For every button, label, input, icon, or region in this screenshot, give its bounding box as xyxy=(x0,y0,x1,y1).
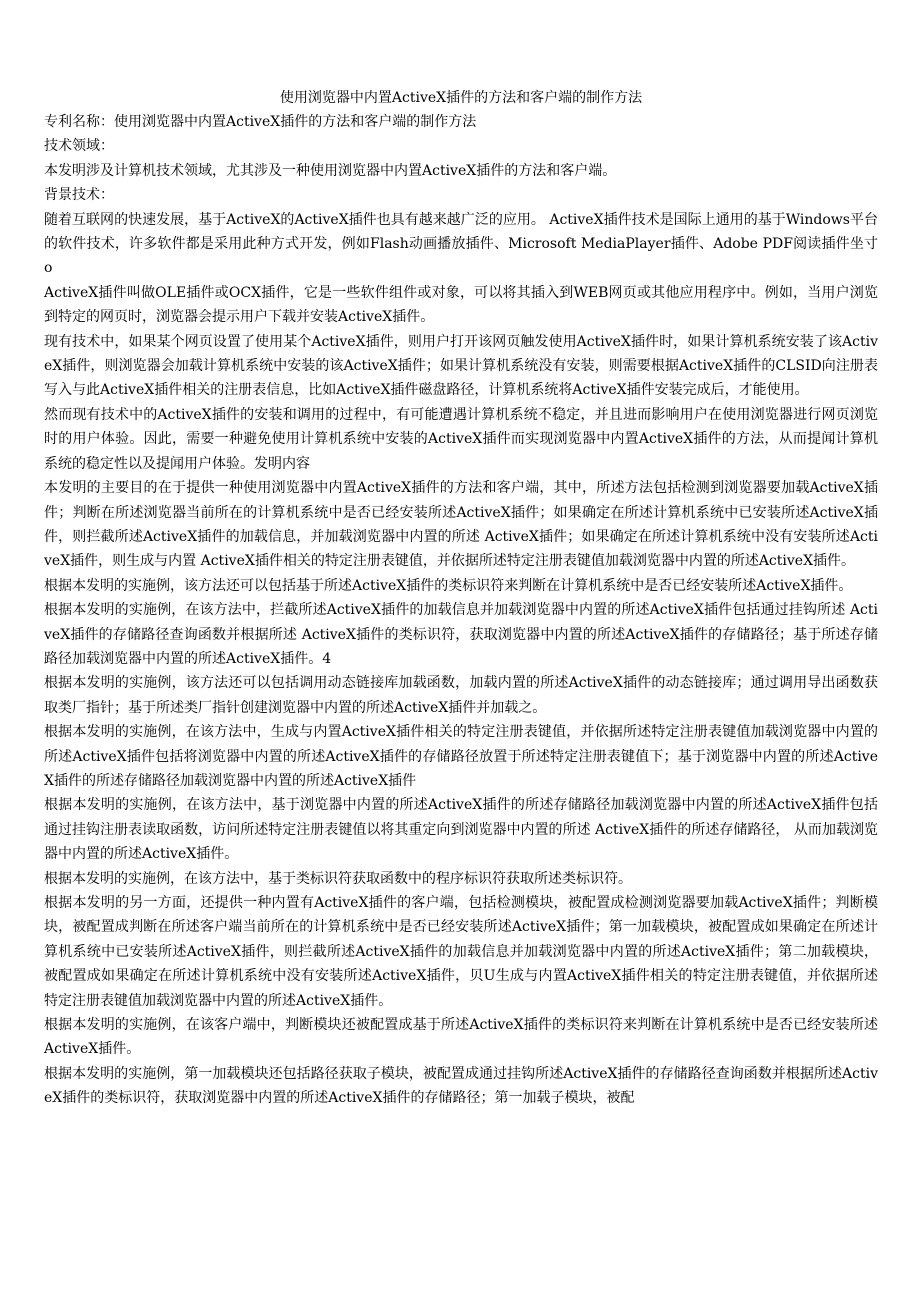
body-paragraph: 本发明的主要目的在于提供一种使用浏览器中内置ActiveX插件的方法和客户端，其中，所述方法包括检测到浏览器要加载ActiveX插件；判断在所述浏览器当前所在的计算机系统中是否已经安装所述ActiveX插件；如果确定在所述计算机系统中已安装所述ActiveX插件，则拦截所述ActiveX插件的加载信息，并加载浏览器中内置的所述 ActiveX插件；如果确定在所述计算机系统中没有安装所述ActiveX插件，则生成与内置 ActiveX插件相关的特定注册表键值，并依据所述特定注册表键值加载浏览器中内置的所述ActiveX插件。 xyxy=(44,480,878,570)
body-paragraph: 根据本发明的实施例，第一加载模块还包括路径获取子模块，被配置成通过挂钩所述ActiveX插件的存储路径查询函数并根据所述ActiveX插件的类标识符，获取浏览器中内置的所述ActiveX插件的存储路径；第一加载子模块，被配 xyxy=(44,1065,878,1107)
body-paragraph: 随着互联网的快速发展，基于ActiveX的ActiveX插件也具有越来越广泛的应用。 ActiveX插件技术是国际上通用的基于Windows平台的软件技术，许多软件都是采用此种方式开发，例如Flash动画播放插件、Microsoft MediaPlayer插件、Adobe PDF阅读插件坐寸 o xyxy=(44,211,878,277)
technical-field-paragraph: 本发明涉及计算机技术领域，尤其涉及一种使用浏览器中内置ActiveX插件的方法和客户端。 xyxy=(44,162,617,179)
body-paragraph: 现有技术中，如果某个网页设置了使用某个ActiveX插件，则用户打开该网页触发使用ActiveX插件时，如果计算机系统安装了该ActiveX插件，则浏览器会加载计算机系统中安装的该ActiveX插件；如果计算机系统没有安装，则需要根据ActiveX插件的CLSID向注册表写入与此ActiveX插件相关的注册表信息，比如ActiveX插件磁盘路径，计算机系统将ActiveX插件安装完成后，才能使用。 xyxy=(44,333,878,399)
body-paragraph: 根据本发明的另一方面，还提供一种内置有ActiveX插件的客户端，包括检测模块，被配置成检测浏览器要加载ActiveX插件；判断模块，被配置成判断在所述客户端当前所在的计算机系统中是否已经安装所述ActiveX插件；第一加载模块，被配置成如果确定在所述计算机系统中已安装所述ActiveX插件，则拦截所述ActiveX插件的加载信息并加载浏览器中内置的所述ActiveX插件；第二加载模块，被配置成如果确定在所述计算机系统中没有安装所述ActiveX插件，贝U生成与内置ActiveX插件相关的特定注册表键值，并依据所述特定注册表键值加载浏览器中内置的所述ActiveX插件。 xyxy=(44,895,878,1009)
document-page xyxy=(44,86,878,1111)
document-body xyxy=(44,110,878,1111)
section-heading-background: 背景技术： xyxy=(44,187,114,204)
patent-name-line: 专利名称：使用浏览器中内置ActiveX插件的方法和客户端的制作方法 xyxy=(44,114,477,130)
body-paragraph: 根据本发明的实施例，在该方法中，拦截所述ActiveX插件的加载信息并加载浏览器中内置的所述ActiveX插件包括通过挂钩所述 ActiveX插件的存储路径查询函数并根据所述 ActiveX插件的类标识符，获取浏览器中内置的所述ActiveX插件的存储路径；基于所述存储路径加载浏览器中内置的所述ActiveX插件。4 xyxy=(44,602,878,667)
body-paragraph: ActiveX插件叫做OLE插件或OCX插件，它是一些软件组件或对象，可以将其插入到WEB网页或其他应用程序中。例如，当用户浏览到特定的网页时，浏览器会提示用户下载并安装ActiveX插件。 xyxy=(44,284,878,326)
body-paragraph: 根据本发明的实施例，在该方法中，基于浏览器中内置的所述ActiveX插件的所述存储路径加载浏览器中内置的所述ActiveX插件包括通过挂钩注册表读取函数，访问所述特定注册表键值以将其重定向到浏览器中内置的所述 ActiveX插件的所述存储路径， 从而加载浏览器中内置的所述ActiveX插件。 xyxy=(44,797,878,863)
body-paragraph: 然而现有技术中的ActiveX插件的安装和调用的过程中，有可能遭遇计算机系统不稳定，并且进而影响用户在使用浏览器进行网页浏览时的用户体验。因此，需要一种避免使用计算机系统中安装的ActiveX插件而实现浏览器中内置ActiveX插件的方法，从而提闻计算机系统的稳定性以及提闻用户体验。发明内容 xyxy=(44,406,878,472)
body-paragraph: 根据本发明的实施例，在该方法中，生成与内置ActiveX插件相关的特定注册表键值，并依据所述特定注册表键值加载浏览器中内置的所述ActiveX插件包括将浏览器中内置的所述ActiveX插件的存储路径放置于所述特定注册表键值下；基于浏览器中内置的所述ActiveX插件的所述存储路径加载浏览器中内置的所述ActiveX插件 xyxy=(44,724,878,789)
body-paragraph: 根据本发明的实施例，该方法还可以包括基于所述ActiveX插件的类标识符来判断在计算机系统中是否已经安装所述ActiveX插件。 xyxy=(44,577,853,594)
body-paragraph: 根据本发明的实施例，在该客户端中，判断模块还被配置成基于所述ActiveX插件的类标识符来判断在计算机系统中是否已经安装所述ActiveX插件。 xyxy=(44,1017,878,1058)
section-heading-technical-field: 技术领域： xyxy=(44,138,114,155)
document-title: 使用浏览器中内置ActiveX插件的方法和客户端的制作方法 xyxy=(279,90,643,106)
body-paragraph: 根据本发明的实施例，在该方法中，基于类标识符获取函数中的程序标识符获取所述类标识符。 xyxy=(44,870,632,887)
body-paragraph: 根据本发明的实施例，该方法还可以包括调用动态链接库加载函数，加载内置的所述ActiveX插件的动态链接库；通过调用导出函数获取类厂指针；基于所述类厂指针创建浏览器中内置的所述ActiveX插件并加载之。 xyxy=(44,675,878,716)
